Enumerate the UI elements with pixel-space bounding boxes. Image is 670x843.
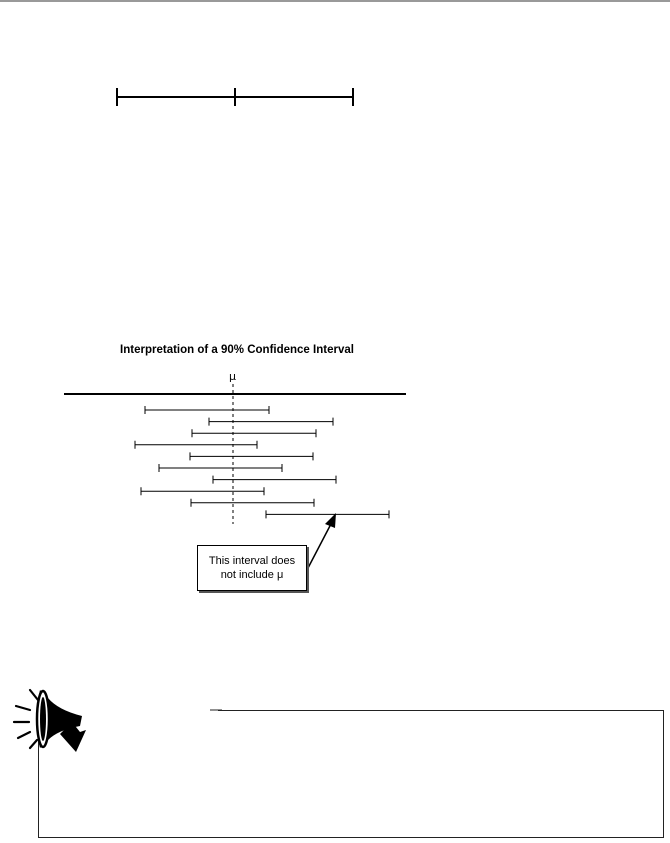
confidence-interval-6: [159, 464, 282, 472]
confidence-interval-1: [145, 406, 269, 414]
confidence-interval-10: [266, 510, 389, 518]
notice-box: [38, 710, 664, 838]
callout-arrow-shaft: [308, 522, 332, 568]
mu-label: μ: [229, 370, 236, 383]
chart-title: Interpretation of a 90% Confidence Interval: [120, 344, 354, 356]
callout-box: [197, 545, 307, 591]
confidence-interval-2: [209, 418, 333, 426]
callout-line-1: This interval does: [208, 555, 296, 567]
callout-arrow-head: [325, 513, 336, 528]
confidence-interval-4: [135, 441, 257, 449]
callout-line-2: not include μ: [220, 569, 284, 581]
confidence-interval-8: [141, 487, 264, 495]
notice-rule-join: [210, 709, 222, 711]
confidence-interval-5: [190, 452, 313, 460]
confidence-interval-3: [192, 429, 316, 437]
confidence-interval-7: [213, 476, 336, 484]
megaphone-icon: [10, 682, 94, 754]
interval-group: [135, 406, 389, 518]
confidence-interval-9: [191, 499, 314, 507]
